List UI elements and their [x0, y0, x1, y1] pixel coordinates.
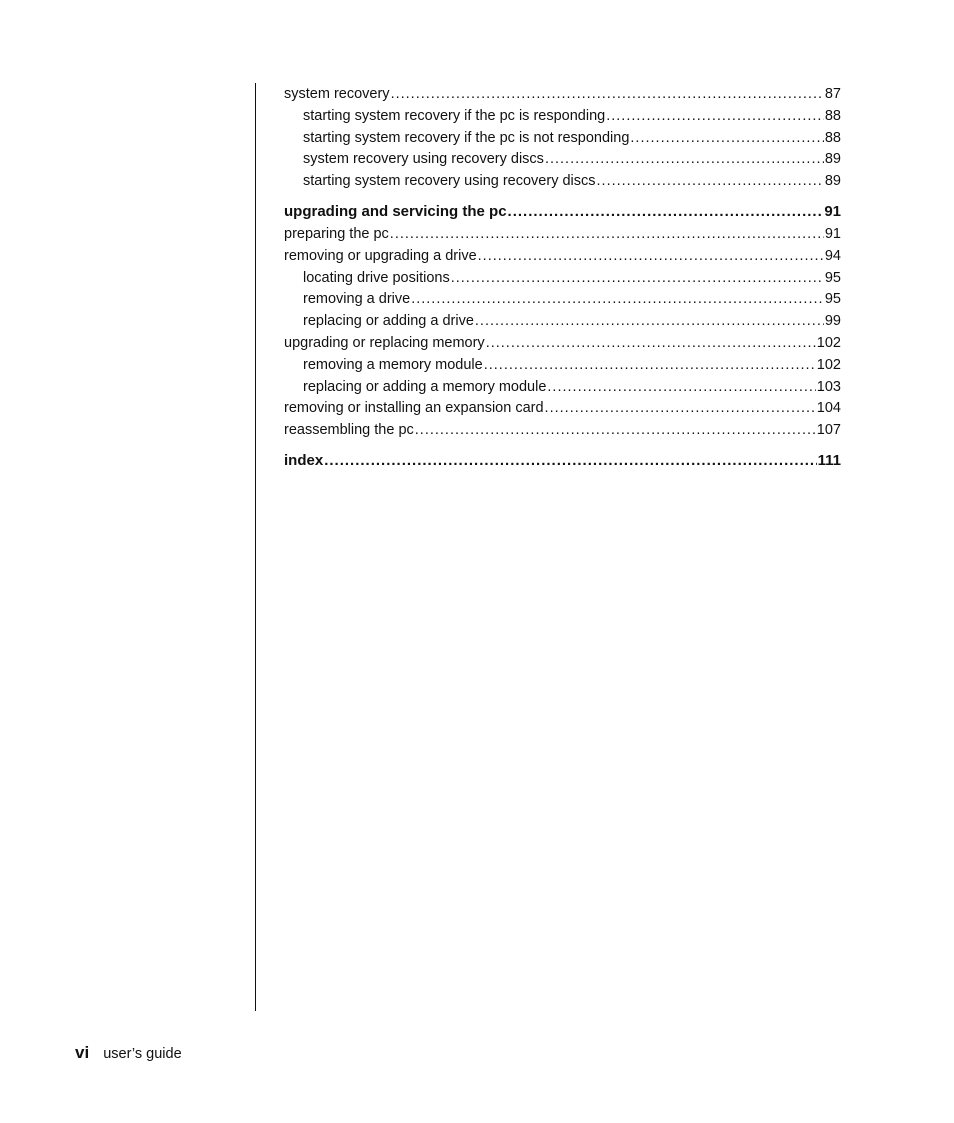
dot-leader	[508, 200, 824, 224]
dot-leader	[475, 311, 824, 333]
toc-entry-page: 104	[816, 400, 841, 417]
toc-entry-title: preparing the pc	[284, 225, 389, 242]
toc-entry-page: 103	[816, 378, 841, 395]
toc-entry-title: removing or installing an expansion card	[284, 400, 544, 417]
guide-title: user’s guide	[103, 1046, 182, 1062]
toc-entry-title: reassembling the pc	[284, 422, 414, 439]
toc-entry	[284, 377, 841, 399]
toc-entry	[284, 311, 841, 333]
toc-chapter-entry	[284, 449, 841, 473]
dot-leader	[411, 289, 824, 311]
toc-entry	[284, 246, 841, 268]
margin-rule	[255, 83, 256, 1011]
toc-entry-page: 91	[824, 225, 841, 242]
toc-entry-title: starting system recovery if the pc is responding	[303, 107, 606, 124]
toc-entry	[284, 224, 841, 246]
toc-entry	[284, 171, 841, 193]
dot-leader	[324, 449, 816, 473]
toc-entry-page: 89	[824, 151, 841, 168]
page-number: vi	[75, 1043, 90, 1062]
dot-leader	[391, 84, 824, 106]
toc-entry-page: 102	[816, 356, 841, 373]
toc-entry-title: system recovery	[284, 86, 390, 102]
toc-entry	[284, 149, 841, 171]
dot-leader	[390, 224, 824, 246]
toc-entry	[284, 420, 841, 442]
toc-chapter-title: index	[284, 451, 324, 469]
toc-chapter-page: 111	[817, 451, 841, 469]
toc-entry-page: 102	[816, 334, 841, 351]
dot-leader	[606, 106, 824, 128]
dot-leader	[597, 171, 824, 193]
dot-leader	[545, 398, 816, 420]
toc-entry	[284, 355, 841, 377]
toc-entry-title: replacing or adding a drive	[303, 313, 474, 330]
toc-entry-page: 89	[824, 173, 841, 190]
page-footer	[75, 1043, 182, 1063]
toc-entry-page: 87	[824, 86, 841, 102]
toc-chapter-title: upgrading and servicing the pc	[284, 202, 507, 220]
dot-leader	[486, 333, 816, 355]
toc-entry-title: replacing or adding a memory module	[303, 378, 547, 395]
toc-entry-page: 88	[824, 107, 841, 124]
toc-entry-page: 107	[816, 422, 841, 439]
toc-chapter-entry	[284, 200, 841, 224]
toc-entry-title: removing a drive	[303, 291, 411, 308]
dot-leader	[415, 420, 816, 442]
toc-entry-page: 88	[824, 129, 841, 146]
toc-entry-title: locating drive positions	[303, 269, 450, 286]
dot-leader	[547, 377, 815, 399]
toc-entry-title: upgrading or replacing memory	[284, 334, 485, 351]
toc-entry	[284, 84, 841, 106]
dot-leader	[630, 128, 823, 150]
toc-entry	[284, 333, 841, 355]
toc-entry	[284, 289, 841, 311]
toc-entry-title: system recovery using recovery discs	[303, 151, 544, 168]
toc-entry-title: starting system recovery if the pc is not responding	[303, 129, 630, 146]
toc-entry-page: 99	[824, 313, 841, 330]
dot-leader	[545, 149, 824, 171]
toc-entry-title: removing or upgrading a drive	[284, 247, 477, 264]
dot-leader	[478, 246, 824, 268]
toc-entry-page: 95	[824, 291, 841, 308]
table-of-contents	[284, 84, 841, 473]
toc-chapter-page: 91	[824, 202, 841, 220]
toc-entry-title: removing a memory module	[303, 356, 483, 373]
toc-entry	[284, 398, 841, 420]
dot-leader	[451, 268, 824, 290]
toc-entry-page: 94	[824, 247, 841, 264]
toc-entry	[284, 128, 841, 150]
dot-leader	[484, 355, 816, 377]
toc-entry-page: 95	[824, 269, 841, 286]
toc-entry-title: starting system recovery using recovery discs	[303, 173, 596, 190]
toc-entry	[284, 268, 841, 290]
toc-entry	[284, 106, 841, 128]
